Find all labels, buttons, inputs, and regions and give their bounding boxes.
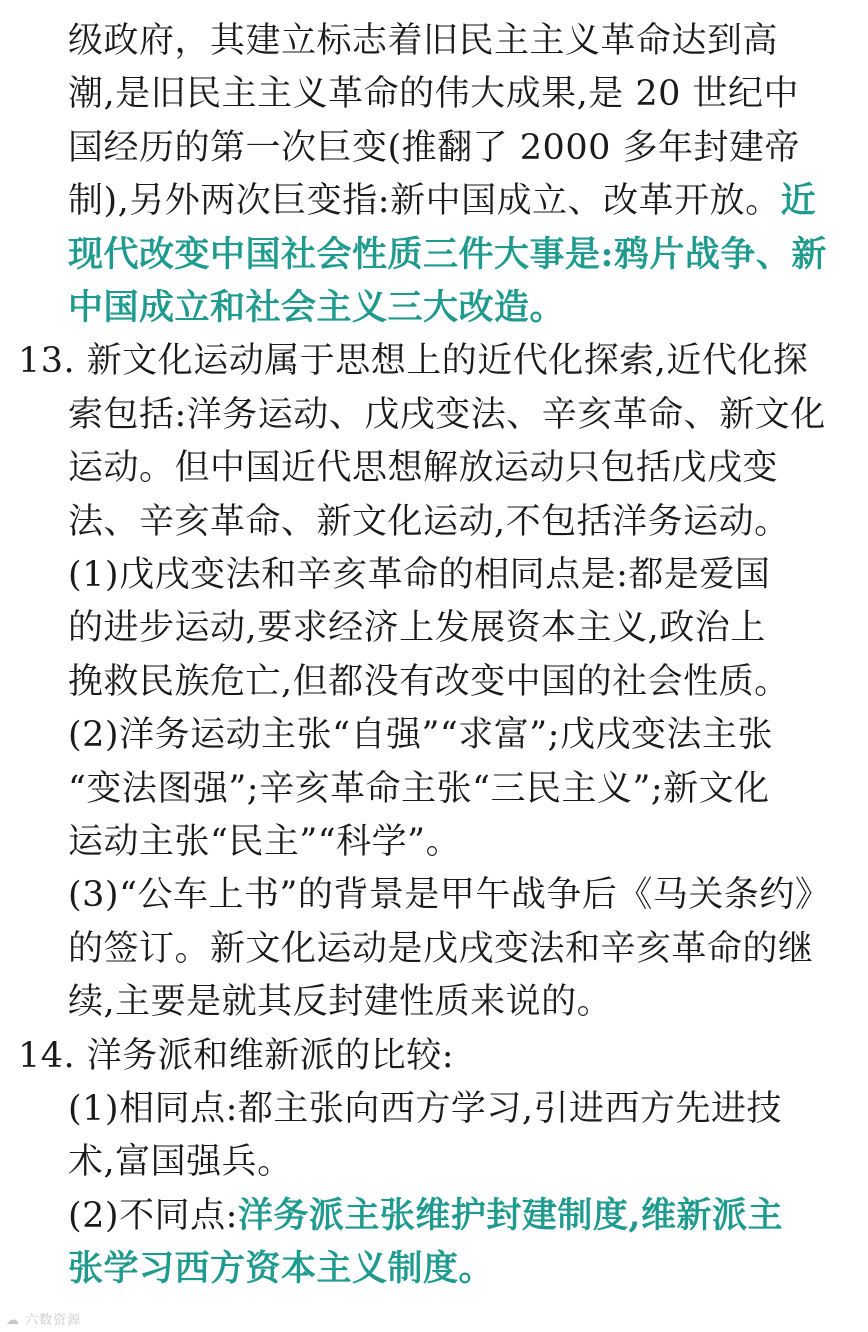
text-run: 的进步运动,要求经济上发展资本主义,政治上	[68, 608, 766, 649]
text-run: 级政府，其建立标志着旧民主主义革命达到高	[68, 21, 779, 61]
highlighted-text: 中国成立和社会主义三大改造。	[68, 287, 566, 328]
text-run: 法、辛亥革命、新文化运动,不包括洋务运动。	[68, 501, 790, 542]
watermark	[6, 1309, 81, 1328]
paragraph-line	[68, 390, 868, 440]
text-run: 运动主张“民主”“科学”。	[68, 822, 462, 862]
text-run: 索包括:洋务运动、戊戌变法、辛亥革命、新文化	[68, 394, 826, 435]
text-run: 制),另外两次巨变指:新中国成立、改革开放。	[68, 181, 781, 222]
paragraph-line	[68, 443, 868, 493]
highlighted-text: 近	[780, 180, 817, 222]
sub-item-2	[68, 710, 868, 760]
highlighted-text: 张学习西方资本主义制度。	[68, 1248, 495, 1290]
paragraph-line	[68, 657, 868, 707]
highlighted-text: 现代改变中国社会性质三件大事是:鸦片战争、新	[68, 233, 827, 275]
text-run: 续,主要是就其反封建性质来说的。	[68, 982, 613, 1023]
sub-item-3	[68, 870, 868, 920]
text-run: 术,富国强兵。	[68, 1142, 293, 1183]
paragraph-line	[68, 283, 868, 333]
paragraph-line	[68, 977, 868, 1027]
sub-item-2	[68, 1191, 868, 1241]
highlighted-text: 洋务派主张维护封建制度,维新派主	[237, 1194, 784, 1236]
paragraph-line	[68, 16, 868, 66]
sub-item-1	[68, 550, 868, 600]
text-run: (2)洋务运动主张“自强”“求富”;戊戌变法主张	[68, 715, 773, 756]
text-run: “变法图强”;辛亥革命主张“三民主义”;新文化	[68, 768, 770, 809]
sub-item-1	[68, 1084, 868, 1134]
paragraph-line	[68, 924, 868, 974]
paragraph-line	[68, 123, 868, 173]
paragraph-line	[68, 1137, 868, 1187]
watermark-text: 六数资源	[25, 1313, 82, 1328]
watermark-icon: ☁	[6, 1313, 20, 1328]
text-run: 14. 洋务派和维新派的比较:	[18, 1035, 455, 1076]
paragraph-line	[68, 69, 868, 119]
text-run: (2)不同点:	[68, 1195, 238, 1236]
paragraph-line	[68, 176, 868, 226]
text-run: (1)相同点:都主张向西方学习,引进西方先进技	[68, 1089, 782, 1129]
paragraph-line	[68, 603, 868, 653]
paragraph-line	[68, 497, 868, 547]
text-run: 国经历的第一次巨变(推翻了 2000 多年封建帝	[68, 127, 800, 168]
paragraph-line	[68, 230, 868, 280]
text-run: (1)戊戌变法和辛亥革命的相同点是:都是爱国	[68, 555, 771, 595]
text-run: 挽救民族危亡,但都没有改变中国的社会性质。	[68, 661, 790, 702]
paragraph-line	[68, 764, 868, 814]
list-item-13-heading	[18, 336, 818, 386]
text-run: 潮,是旧民主主义革命的伟大成果,是 20 世纪中	[68, 74, 800, 115]
paragraph-line	[68, 817, 868, 867]
text-run: (3)“公车上书”的背景是甲午战争后《马关条约》	[68, 875, 831, 916]
text-run: 的签订。新文化运动是戊戌变法和辛亥革命的继	[68, 928, 814, 969]
paragraph-line	[68, 1244, 868, 1294]
list-item-14-heading	[18, 1031, 818, 1081]
text-run: 13. 新文化运动属于思想上的近代化探索,近代化探	[18, 341, 809, 382]
text-run: 运动。但中国近代思想解放运动只包括戊戌变	[68, 448, 779, 489]
